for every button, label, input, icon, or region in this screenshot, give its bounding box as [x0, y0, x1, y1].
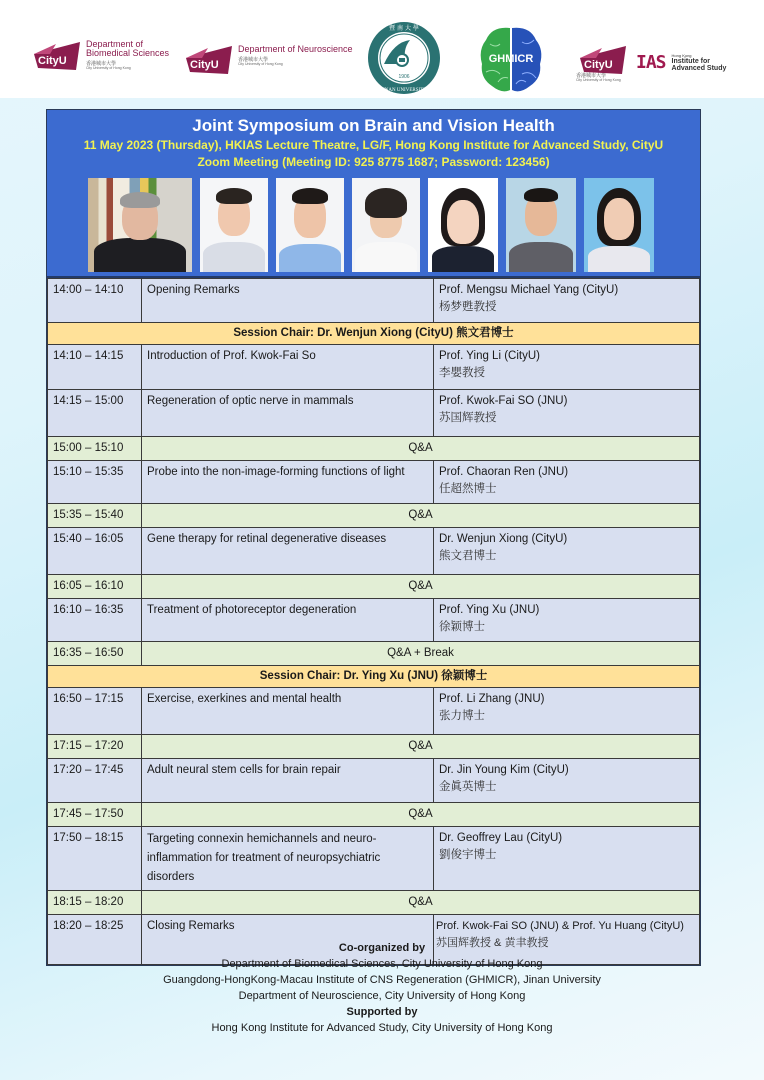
time-cell: 16:10 – 16:35	[48, 599, 142, 642]
cityu-zh: 香港城市大學	[576, 73, 607, 79]
jinan-university-logo-icon	[366, 20, 442, 96]
speaker-name-zh: 熊文君博士	[439, 550, 497, 562]
time-cell: 15:00 – 15:10	[48, 437, 142, 461]
speaker-photo	[88, 178, 192, 272]
speaker-name-zh: 苏国辉教授 & 黄聿教授	[436, 937, 549, 949]
svg-text:暨 南 大 學: 暨 南 大 學	[389, 25, 419, 32]
schedule-table	[47, 278, 700, 965]
session-chair: Session Chair: Dr. Ying Xu (JNU) 徐颖博士	[48, 666, 700, 688]
svg-text:JINAN UNIVERSITY: JINAN UNIVERSITY	[381, 88, 427, 93]
hkias-mark-icon: IAS	[636, 52, 666, 73]
schedule-row	[48, 599, 700, 642]
svg-text:1906: 1906	[398, 74, 410, 80]
title-cell: Treatment of photoreceptor degeneration	[142, 599, 434, 642]
speaker-name: Prof. Chaoran Ren (JNU)	[439, 466, 569, 478]
cityu-logo-icon	[576, 44, 628, 74]
logo-hkias	[636, 52, 726, 73]
qa-row	[48, 575, 700, 599]
qa-label: Q&A	[142, 437, 700, 461]
qa-row	[48, 803, 700, 827]
cityu-sub: City University of Hong Kong	[576, 78, 621, 83]
speaker-cell	[434, 279, 700, 323]
logo-biomedical-sciences	[30, 40, 169, 71]
time-cell: 18:20 – 18:25	[48, 915, 142, 965]
schedule-row	[48, 759, 700, 803]
logo-neuroscience	[182, 44, 353, 74]
qa-row	[48, 504, 700, 528]
speaker-cell	[434, 759, 700, 803]
biomed-zh: 香港城市大學	[86, 60, 117, 67]
time-cell: 15:10 – 15:35	[48, 461, 142, 504]
speaker-cell	[434, 528, 700, 575]
title-cell: Introduction of Prof. Kwok-Fai So	[142, 345, 434, 390]
speaker-cell	[434, 390, 700, 437]
speaker-photo	[584, 178, 654, 272]
svg-text:CityU: CityU	[584, 59, 613, 71]
title-cell: Targeting connexin hemichannels and neuro-inflammation for treatment of neuropsychiatric disorders	[142, 827, 434, 891]
time-cell: 15:35 – 15:40	[48, 504, 142, 528]
speaker-name-zh: 苏国辉教授	[439, 412, 497, 424]
hkias-line2: Advanced Study	[671, 64, 727, 72]
schedule-row	[48, 390, 700, 437]
time-cell: 16:05 – 16:10	[48, 575, 142, 599]
session-chair-row	[48, 323, 700, 345]
schedule-row	[48, 461, 700, 504]
speaker-photo	[276, 178, 344, 272]
neuro-sub: City University of Hong Kong	[238, 62, 283, 66]
speaker-name: Prof. Ying Xu (JNU)	[439, 604, 540, 616]
symposium-poster	[46, 109, 701, 966]
speaker-name-zh: 劉俊宇博士	[439, 849, 497, 861]
speaker-name-zh: 徐颖博士	[439, 621, 485, 633]
cityu-logo-icon	[30, 40, 82, 70]
coorganizer: Department of Biomedical Sciences, City University of Hong Kong	[221, 958, 543, 970]
speaker-name: Prof. Mengsu Michael Yang (CityU)	[439, 284, 619, 296]
event-date-venue: 11 May 2023 (Thursday), HKIAS Lecture Theatre, LG/F, Hong Kong Institute for Advanced Study, CityU	[83, 138, 664, 152]
session-chair-row	[48, 666, 700, 688]
session-chair: Session Chair: Dr. Wenjun Xiong (CityU) 熊文君博士	[48, 323, 700, 345]
biomed-sub: City University of Hong Kong	[86, 66, 131, 71]
schedule-row	[48, 688, 700, 735]
schedule-row	[48, 827, 700, 891]
speaker-cell	[434, 345, 700, 390]
time-cell: 18:15 – 18:20	[48, 891, 142, 915]
title-cell: Opening Remarks	[142, 279, 434, 323]
title-cell: Probe into the non-image-forming functions of light	[142, 461, 434, 504]
time-cell: 16:50 – 17:15	[48, 688, 142, 735]
supported-heading: Supported by	[346, 1006, 418, 1018]
logo-cityu	[576, 44, 628, 83]
speaker-name-zh: 杨梦甦教授	[439, 301, 497, 313]
time-cell: 16:35 – 16:50	[48, 642, 142, 666]
speaker-photo	[428, 178, 498, 272]
qa-label: Q&A	[142, 575, 700, 599]
schedule-row	[48, 345, 700, 390]
speaker-name: Dr. Jin Young Kim (CityU)	[439, 764, 569, 776]
qa-break-row	[48, 642, 700, 666]
qa-label: Q&A	[142, 504, 700, 528]
time-cell: 15:40 – 16:05	[48, 528, 142, 575]
speaker-photos	[88, 178, 654, 272]
biomed-name-line1: Department of	[86, 39, 144, 49]
speaker-name-zh: 张力博士	[439, 710, 485, 722]
qa-row	[48, 437, 700, 461]
zoom-meeting-info: Zoom Meeting (Meeting ID: 925 8775 1687; Password: 123456)	[197, 155, 550, 169]
schedule-row	[48, 279, 700, 323]
speaker-cell	[434, 827, 700, 891]
coorganized-heading: Co-organized by	[338, 942, 426, 954]
speaker-photo	[200, 178, 268, 272]
coorganizer: Department of Neuroscience, City University of Hong Kong	[238, 990, 526, 1002]
neuro-name: Department of Neuroscience	[238, 44, 353, 55]
speaker-photo	[506, 178, 576, 272]
speaker-name-zh: 任超然博士	[439, 483, 497, 495]
ghmicr-brain-logo-icon	[478, 24, 544, 94]
logo-bar	[0, 0, 764, 98]
qa-label: Q&A + Break	[142, 642, 700, 666]
speaker-name: Prof. Ying Li (CityU)	[439, 350, 540, 362]
neuro-zh: 香港城市大學	[238, 56, 269, 63]
organizers-footer	[0, 940, 764, 1036]
speaker-name: Prof. Kwok-Fai SO (JNU) & Prof. Yu Huang (CityU)	[436, 920, 684, 932]
schedule-row	[48, 528, 700, 575]
time-cell: 14:15 – 15:00	[48, 390, 142, 437]
speaker-name: Prof. Li Zhang (JNU)	[439, 693, 545, 705]
speaker-name-zh: 金眞英博士	[439, 781, 497, 793]
time-cell: 17:45 – 17:50	[48, 803, 142, 827]
speaker-name: Dr. Geoffrey Lau (CityU)	[439, 832, 563, 844]
time-cell: 14:10 – 14:15	[48, 345, 142, 390]
supporter: Hong Kong Institute for Advanced Study, City University of Hong Kong	[211, 1022, 553, 1034]
cityu-logo-icon	[182, 44, 234, 74]
svg-text:CityU: CityU	[38, 55, 67, 68]
hkias-small: Hong Kong	[671, 52, 692, 58]
time-cell: 17:50 – 18:15	[48, 827, 142, 891]
qa-row	[48, 891, 700, 915]
speaker-cell	[434, 688, 700, 735]
title-cell: Adult neural stem cells for brain repair	[142, 759, 434, 803]
time-cell: 17:20 – 17:45	[48, 759, 142, 803]
qa-label: Q&A	[142, 891, 700, 915]
qa-row	[48, 735, 700, 759]
title-cell: Gene therapy for retinal degenerative diseases	[142, 528, 434, 575]
title-cell: Regeneration of optic nerve in mammals	[142, 390, 434, 437]
banner	[47, 110, 700, 278]
time-cell: 17:15 – 17:20	[48, 735, 142, 759]
event-title: Joint Symposium on Brain and Vision Health	[192, 116, 555, 135]
coorganizer: Guangdong-HongKong-Macau Institute of CNS Regeneration (GHMICR), Jinan University	[163, 974, 601, 986]
speaker-name: Prof. Kwok-Fai SO (JNU)	[439, 395, 568, 407]
svg-text:GHMICR: GHMICR	[488, 53, 534, 65]
qa-label: Q&A	[142, 803, 700, 827]
speaker-name-zh: 李嬰教授	[439, 367, 485, 379]
speaker-cell	[434, 461, 700, 504]
svg-text:CityU: CityU	[190, 59, 219, 71]
speaker-photo	[352, 178, 420, 272]
biomed-name-line2: Biomedical Sciences	[86, 48, 170, 59]
speaker-name: Dr. Wenjun Xiong (CityU)	[439, 533, 568, 545]
time-cell: 14:00 – 14:10	[48, 279, 142, 323]
speaker-cell	[434, 599, 700, 642]
title-cell: Exercise, exerkines and mental health	[142, 688, 434, 735]
hkias-line1: Institute for	[671, 57, 711, 65]
qa-label: Q&A	[142, 735, 700, 759]
title-cell: Closing Remarks	[142, 915, 434, 965]
